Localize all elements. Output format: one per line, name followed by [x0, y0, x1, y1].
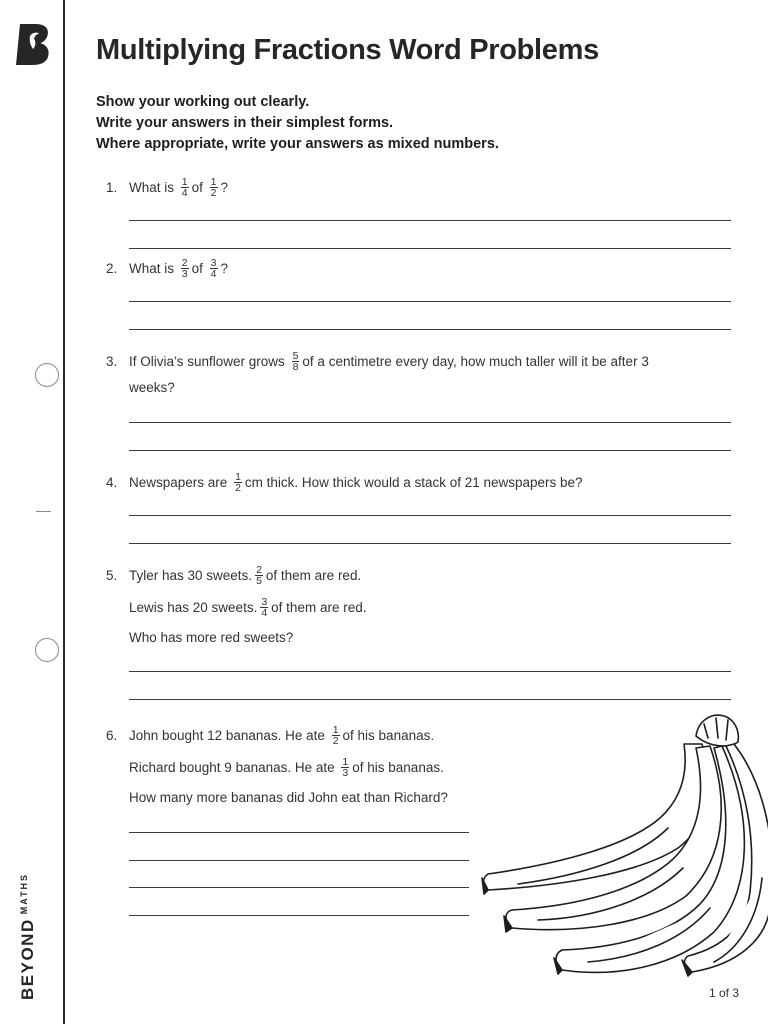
answer-line[interactable]: [129, 220, 731, 221]
fraction: $\frac{1}{2}$: [210, 176, 217, 199]
page-title: Multiplying Fractions Word Problems: [96, 34, 599, 66]
fraction: $\frac{2}{5}$: [256, 564, 262, 587]
fraction: $\frac{3}{4}$: [210, 257, 217, 280]
answer-line[interactable]: [129, 515, 731, 516]
brand-vertical: [18, 862, 46, 1002]
answer-line[interactable]: [129, 699, 731, 700]
question-5-line-3: Who has more red sweets?: [129, 630, 294, 645]
fraction: $\frac{1}{2}$: [235, 471, 241, 494]
instructions: [96, 92, 499, 155]
question-1: 1. What is $\frac{1}{4}$ of $\frac{1}{2}$ ?: [106, 176, 229, 199]
answer-line[interactable]: [129, 860, 469, 861]
question-4: 4. Newspapers are $\frac{1}{2}$ cm thick. How thick would a stack of 21 newspapers be?: [106, 471, 583, 494]
answer-line[interactable]: [129, 887, 469, 888]
answer-line[interactable]: [129, 301, 731, 302]
instruction-line: Show your working out clearly.: [96, 94, 310, 110]
answer-line[interactable]: [129, 329, 731, 330]
question-5-line-2: Lewis has 20 sweets. $\frac{3}{4}$ of them are red.: [129, 596, 367, 619]
brand-name: BEYOND: [18, 918, 37, 1000]
fraction: $\frac{5}{8}$: [292, 350, 299, 373]
answer-line[interactable]: [129, 832, 469, 833]
punch-hole-top: [35, 363, 59, 387]
instruction-line: Where appropriate, write your answers as mixed numbers.: [96, 136, 499, 152]
answer-line[interactable]: [129, 543, 731, 544]
fraction: $\frac{1}{4}$: [181, 176, 188, 199]
fraction: $\frac{3}{4}$: [261, 596, 268, 619]
answer-line[interactable]: [129, 422, 731, 423]
answer-line[interactable]: [129, 450, 731, 451]
question-number: 1.: [106, 180, 118, 196]
instruction-line: Write your answers in their simplest forms.: [96, 115, 394, 131]
fraction: $\frac{1}{2}$: [332, 724, 339, 747]
fraction: $\frac{1}{3}$: [342, 756, 349, 779]
fraction: $\frac{2}{3}$: [181, 257, 188, 280]
question-continuation: weeks?: [129, 380, 175, 395]
bananas-illustration: [478, 708, 768, 988]
page-number: 1 of 3: [709, 986, 740, 1000]
beyond-b-logo-icon: [14, 22, 54, 66]
question-6: 6. John bought 12 bananas. He ate $\frac{1}{2}$ of his bananas.: [106, 724, 435, 747]
question-number: 6.: [106, 728, 118, 744]
question-2: 2. What is $\frac{2}{3}$ of $\frac{3}{4}$ ?: [106, 257, 229, 280]
answer-line[interactable]: [129, 248, 731, 249]
margin-line: [63, 0, 65, 1024]
answer-line[interactable]: [129, 671, 731, 672]
brand-sub: MATHS: [19, 872, 29, 915]
punch-hole-bottom: [35, 638, 59, 662]
question-number: 4.: [106, 475, 118, 491]
question-number: 5.: [106, 568, 118, 584]
question-number: 3.: [106, 354, 118, 370]
question-number: 2.: [106, 261, 118, 277]
fold-mark: [36, 511, 51, 512]
question-3: 3. If Olivia’s sunflower grows $\frac{5}{8}$ of a centimetre every day, how much taller will it be after 3 weeks?: [106, 350, 649, 395]
answer-line[interactable]: [129, 915, 469, 916]
question-6-line-3: How many more bananas did John eat than Richard?: [129, 790, 448, 805]
question-6-line-2: Richard bought 9 bananas. He ate $\frac{1}{3}$ of his bananas.: [129, 756, 444, 779]
question-5: 5. Tyler has 30 sweets. $\frac{2}{5}$ of them are red.: [106, 564, 362, 587]
